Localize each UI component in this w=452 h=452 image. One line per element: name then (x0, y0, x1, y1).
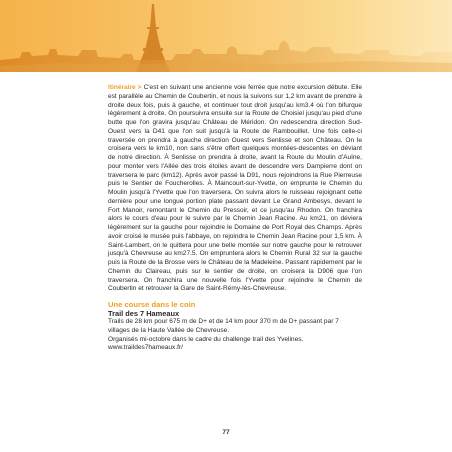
race-name: Trail des 7 Hameaux (108, 309, 180, 318)
itinerary-paragraph (108, 84, 362, 294)
header-banner (0, 0, 452, 72)
race-note: Organisés mi-octobre dans le cadre du challenge trail des Yvelines. (108, 335, 304, 343)
page-content (108, 84, 362, 353)
page-number: 77 (222, 429, 230, 436)
paris-skyline-illustration (0, 0, 452, 72)
chevron-right-icon: > (137, 84, 142, 91)
race-description: Trails de 28 km pour 675 m de D+ et de 14 km pour 370 m de D+ passant par 7 villages de la Haute Vallée de Chevreuse. (108, 318, 339, 334)
race-url-link[interactable]: www.traildes7hameaux.fr/ (108, 344, 183, 352)
itinerary-text: C'est en suivant une ancienne voie ferrée que notre excursion débute. Elle est parallèle au Chemin de Coubertin, et nous la suivons sur 1,2 km avant de prendre à droite deux fois, puis à gauche, et continuer tout droit jusqu'au km3.4 où l'on bifurque légèrement à droite. On poursuivra ensuite sur la Route de Choisiel jusqu'au pied d'une butte que l'on gravira jusqu'au Château de Méridon. On redescendra direction Sud-Ouest vers la D41 que l'on suit jusqu'à la Route de Rambouillet. Une fois celle-ci traversée on prendra à gauche direction Ouest vers Senlisse et son Château. On le croisera vers le km10, non sans s'être offert quelques montées-descentes en déviant de notre direction. À Senlisse on prendra à droite, avant la Route du Moulin d'Auïne, pour monter vers l'Allée des trois étoiles avant de descendre vers Dampierre dont on traversera le parc (km12). Après avoir passé la D91, nous rejoindrons la Rue Pierreuse puis le Sentier de Foucherolles. À Maincourt-sur-Yvette, on emprunte le Chemin du Moulin jusqu'à l'Yvette que l'on traversera. On suivra alors le ruisseau rejoignant cette dernière pour une longue portion plate passant devant Le Grand Ambesys, devant le Fort Manoir, remontant le Chemin du Pressoir, et ce jusqu'au Rhodon. On franchira alors le cours d'eau pour le suivre par le Chemin Jean Racine. Au km21, on déviera légèrement sur la gauche pour rejoindre le Domaine de Port Royal des Champs. Après avoir croisé le musée puis l'abbaye, on rejoindra le Chemin Jean Racine pour 1,5 km. À Saint-Lambert, on le quittera pour une belle montée sur notre gauche pour le retrouver jusqu'à Chevreuse au km27.5. On empruntera alors le Chemin Rural 32 sur la gauche puis la Route de la Brosse vers le Château de la Madeleine. Passant rapidement par le Chemin du Claireau, puis sur le sentier de droite, on croisera la D906 que l'on traversera. On franchira une nouvelle fois l'Yvette pour rejoindre le Chemin de Coubertin et retrouver la Gare de Saint-Rémy-lès-Chevreuse. (108, 84, 362, 293)
itinerary-heading: Itinéraire (108, 84, 136, 91)
race-section-title: Une course dans le coin (108, 300, 196, 309)
